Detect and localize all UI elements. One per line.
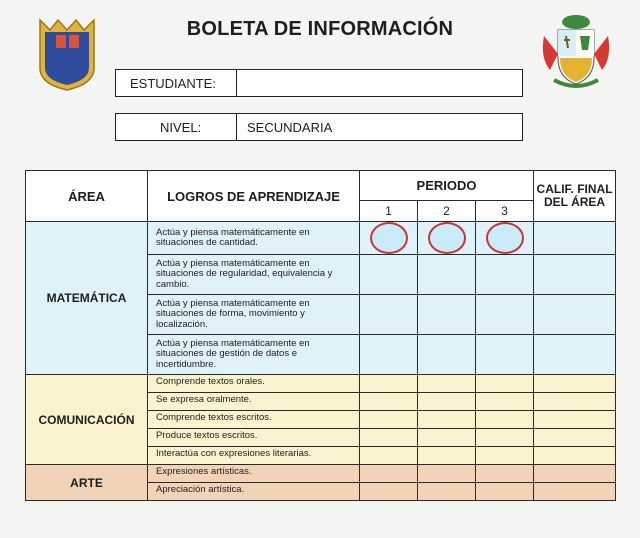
grade-cell[interactable]: [360, 465, 418, 483]
col-header-logros: LOGROS DE APRENDIZAJE: [148, 171, 360, 222]
page-title: BOLETA DE INFORMACIÓN: [186, 18, 454, 40]
grade-cell[interactable]: [476, 411, 534, 429]
logro-cell: Actúa y piensa matemáticamente en situaciones de gestión de datos e incertidumbre.: [148, 335, 360, 375]
grade-cell[interactable]: [476, 375, 534, 393]
col-header-calif: CALIF. FINAL DEL ÁREA: [534, 171, 616, 222]
logro-cell: Interactúa con expresiones literarias.: [148, 447, 360, 465]
col-header-area: ÁREA: [26, 171, 148, 222]
grade-cell[interactable]: [418, 375, 476, 393]
final-grade-cell[interactable]: [534, 483, 616, 501]
grade-cell[interactable]: [476, 447, 534, 465]
grade-cell[interactable]: [360, 255, 418, 295]
level-field: [115, 113, 523, 141]
level-value: SECUNDARIA: [236, 114, 522, 140]
grade-cell[interactable]: [360, 483, 418, 501]
student-field[interactable]: [115, 69, 523, 97]
table-row: [26, 375, 616, 393]
grade-cell[interactable]: [418, 429, 476, 447]
grades-table: [25, 170, 616, 501]
grade-cell[interactable]: [418, 447, 476, 465]
grade-cell[interactable]: [360, 411, 418, 429]
logro-cell: Apreciación artística.: [148, 483, 360, 501]
grade-cell[interactable]: [418, 411, 476, 429]
grade-cell[interactable]: [418, 295, 476, 335]
final-grade-cell[interactable]: [534, 335, 616, 375]
logro-cell: Expresiones artísticas.: [148, 465, 360, 483]
final-grade-cell[interactable]: [534, 255, 616, 295]
table-row: [26, 465, 616, 483]
grade-cell[interactable]: [360, 335, 418, 375]
coat-of-arms-icon: [540, 14, 612, 92]
logro-cell: Actúa y piensa matemáticamente en situaciones de cantidad.: [148, 222, 360, 255]
grade-cell[interactable]: [418, 255, 476, 295]
grade-cell[interactable]: [476, 429, 534, 447]
final-grade-cell[interactable]: [534, 393, 616, 411]
col-header-periodo: PERIODO: [360, 171, 534, 201]
grade-circle[interactable]: [370, 222, 408, 254]
grade-cell[interactable]: [476, 295, 534, 335]
final-grade-cell[interactable]: [534, 447, 616, 465]
final-grade-cell[interactable]: [534, 429, 616, 447]
period-3-header: 3: [476, 201, 534, 222]
student-value[interactable]: [236, 70, 522, 96]
grade-cell[interactable]: [476, 222, 534, 255]
grade-circle[interactable]: [486, 222, 524, 254]
final-grade-cell[interactable]: [534, 375, 616, 393]
grade-cell[interactable]: [360, 295, 418, 335]
area-arte: ARTE: [26, 465, 148, 501]
grade-cell[interactable]: [418, 393, 476, 411]
grade-cell[interactable]: [476, 465, 534, 483]
table-row: [26, 222, 616, 255]
logro-cell: Actúa y piensa matemáticamente en situaciones de forma, movimiento y localización.: [148, 295, 360, 335]
grade-cell[interactable]: [360, 222, 418, 255]
period-1-header: 1: [360, 201, 418, 222]
grade-cell[interactable]: [418, 465, 476, 483]
area-matematica: MATEMÁTICA: [26, 222, 148, 375]
grade-cell[interactable]: [418, 335, 476, 375]
logro-cell: Comprende textos orales.: [148, 375, 360, 393]
final-grade-cell[interactable]: [534, 411, 616, 429]
grade-cell[interactable]: [476, 335, 534, 375]
logro-cell: Actúa y piensa matemáticamente en situaciones de regularidad, equivalencia y cambio.: [148, 255, 360, 295]
grade-cell[interactable]: [360, 375, 418, 393]
grade-cell[interactable]: [360, 429, 418, 447]
grade-cell[interactable]: [476, 393, 534, 411]
grade-cell[interactable]: [360, 447, 418, 465]
grade-cell[interactable]: [418, 483, 476, 501]
grade-cell[interactable]: [360, 393, 418, 411]
level-label: NIVEL:: [160, 119, 202, 135]
student-label: ESTUDIANTE:: [130, 75, 216, 91]
area-comunicacion: COMUNICACIÓN: [26, 375, 148, 465]
logro-cell: Se expresa oralmente.: [148, 393, 360, 411]
logro-cell: Produce textos escritos.: [148, 429, 360, 447]
grade-cell[interactable]: [418, 222, 476, 255]
period-2-header: 2: [418, 201, 476, 222]
final-grade-cell[interactable]: [534, 295, 616, 335]
logro-cell: Comprende textos escritos.: [148, 411, 360, 429]
grade-cell[interactable]: [476, 255, 534, 295]
final-grade-cell[interactable]: [534, 222, 616, 255]
grade-cell[interactable]: [476, 483, 534, 501]
final-grade-cell[interactable]: [534, 465, 616, 483]
grade-circle[interactable]: [428, 222, 466, 254]
